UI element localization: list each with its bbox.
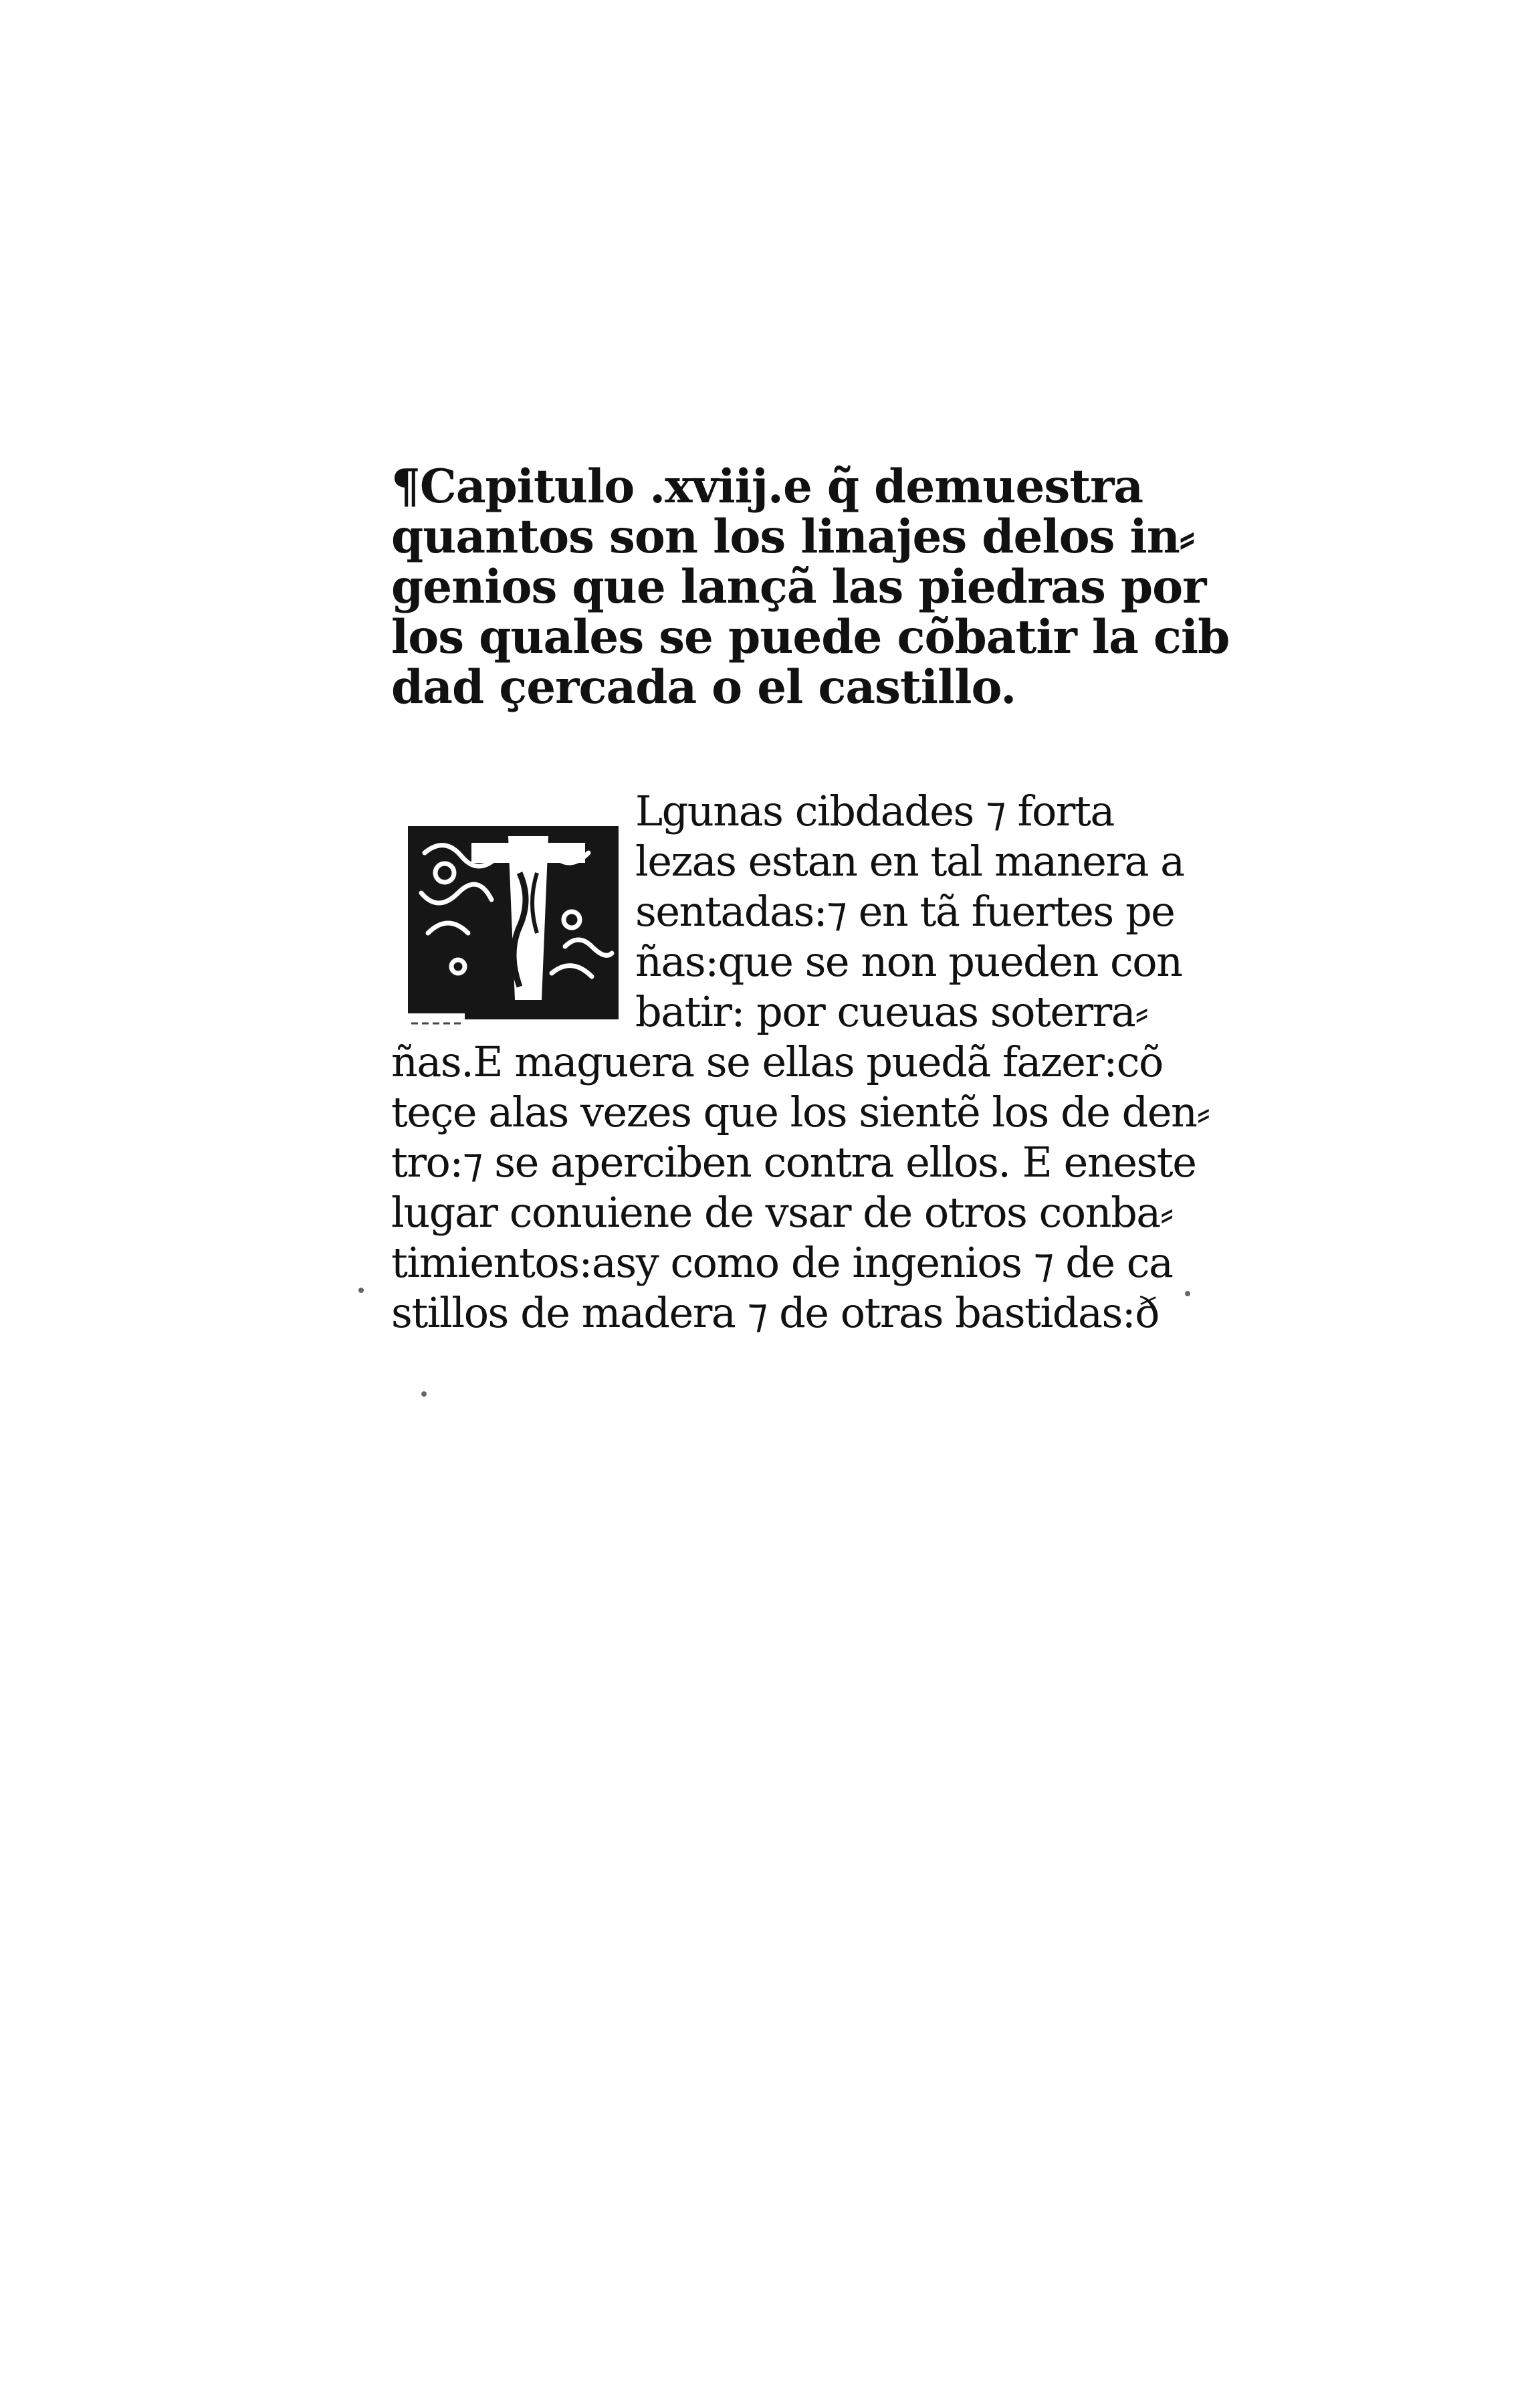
heading-line: genios que lançã las piedras por (391, 560, 1206, 614)
decorated-initial (398, 799, 629, 1027)
body-line: ñas.E maguera se ellas puedã fazer:cõ (391, 1037, 1163, 1086)
heading-line: los quales se puede cõbatir la cib (391, 610, 1230, 664)
ink-speck (1185, 1291, 1190, 1296)
chapter-heading (391, 460, 1230, 714)
body-line: lezas estan en tal manera a (635, 837, 1184, 886)
chapter-body (391, 786, 1210, 1338)
body-line: Lgunas cibdades ⁊ forta (635, 787, 1114, 835)
heading-line: ¶Capitulo .xviij.e q̃ demuestra (391, 460, 1143, 514)
body-line: sentadas:⁊ en tã fuertes pe (635, 887, 1175, 936)
ink-speck (358, 1288, 364, 1293)
body-line: lugar conuiene de vsar de otros conba⸗ (391, 1188, 1173, 1237)
woodcut-initial-icon (398, 799, 629, 1027)
body-line: batir: por cueuas soterra⸗ (635, 987, 1148, 1036)
body-line: teçe alas vezes que los sientẽ los de den⸗ (391, 1088, 1210, 1136)
ink-speck (421, 1391, 427, 1397)
body-line: tro:⁊ se aperciben contra ellos. E eneste (391, 1138, 1196, 1187)
body-line: timientos:asy como de ingenios ⁊ de ca (391, 1238, 1173, 1287)
chapter-text-block (391, 460, 1230, 1338)
body-line: ñas:que se non pueden con (635, 937, 1182, 986)
pilcrow-mark: ¶ (391, 460, 420, 514)
body-line: stillos de madera ⁊ de otras bastidas:ð (391, 1288, 1159, 1337)
heading-line: dad çercada o el castillo. (391, 660, 1016, 714)
heading-line: quantos son los linajes delos in⸗ (391, 510, 1194, 564)
